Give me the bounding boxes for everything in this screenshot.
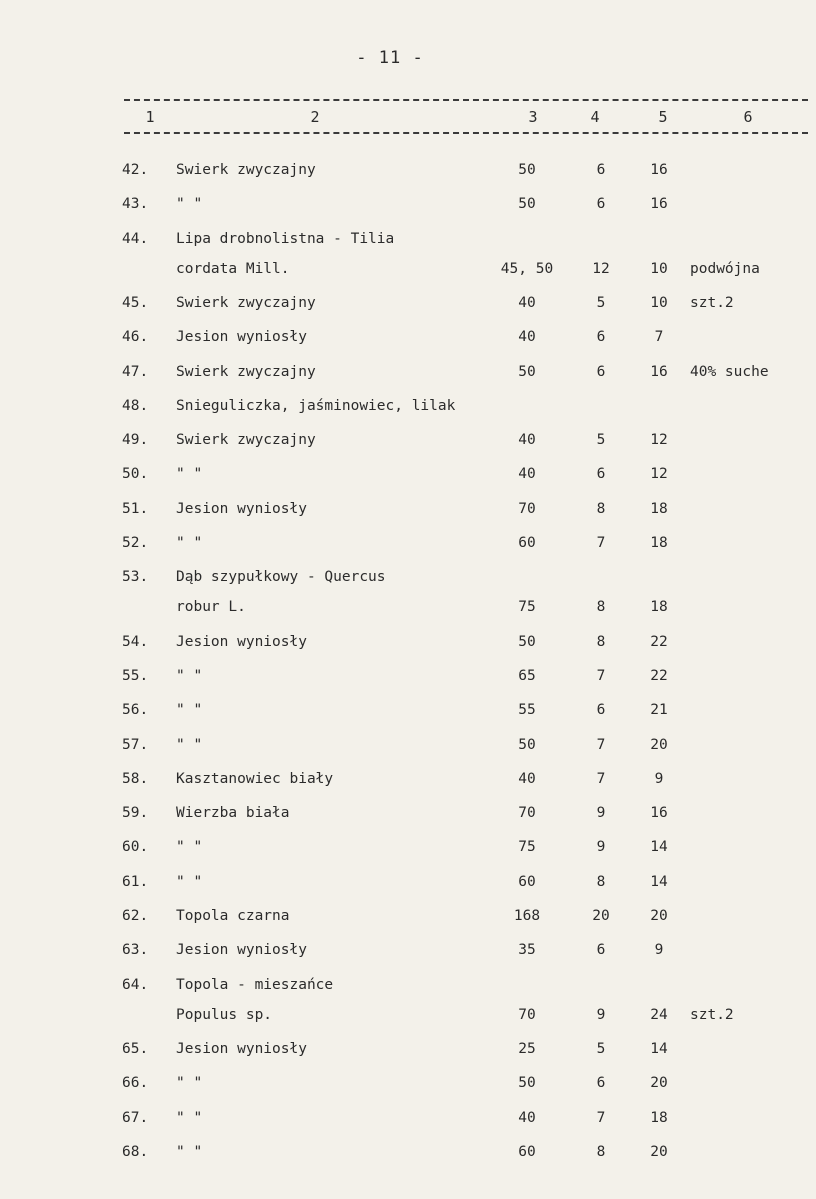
cell-name: " "	[176, 873, 203, 890]
cell-num: 54.	[122, 633, 149, 650]
cell-c4: 6	[596, 1075, 606, 1092]
cell-c4: 5	[596, 294, 606, 311]
cell-c5: 12	[650, 432, 668, 449]
cell-num: 59.	[122, 805, 149, 822]
cell-name: Dąb szypułkowy - Quercus	[176, 569, 386, 586]
cell-c4: 8	[596, 500, 606, 517]
cell-num: 52.	[122, 535, 149, 551]
cell-name: Swierk zwyczajny	[176, 363, 316, 380]
header-col-1: 1	[145, 108, 155, 126]
header-col-2: 2	[310, 108, 320, 126]
header-col-6: 6	[743, 108, 753, 126]
cell-name: " "	[176, 1109, 203, 1126]
cell-c4: 5	[596, 1040, 606, 1057]
cell-c4: 7	[596, 667, 606, 684]
cell-num: 46.	[122, 329, 149, 346]
cell-num: 43.	[122, 196, 149, 213]
cell-num: 42.	[122, 162, 149, 178]
cell-c3: 60	[518, 1143, 536, 1160]
cell-num: 55.	[122, 667, 149, 684]
cell-c5: 18	[650, 500, 668, 517]
cell-name: Snieguliczka, jaśminowiec, lilak	[176, 397, 456, 414]
cell-c3: 70	[518, 500, 536, 517]
cell-num: 66.	[122, 1075, 149, 1092]
cell-c4: 7	[596, 736, 606, 753]
cell-num: 47.	[122, 363, 149, 380]
cell-c5: 22	[650, 633, 668, 650]
cell-c4: 6	[596, 702, 606, 719]
cell-c3: 75	[518, 839, 536, 856]
cell-c4: 8	[596, 599, 606, 616]
cell-c3: 40	[518, 770, 536, 787]
cell-name: " "	[176, 1143, 203, 1160]
cell-c5: 9	[654, 770, 664, 787]
cell-c5: 16	[650, 363, 668, 380]
cell-c5: 20	[650, 908, 668, 924]
cell-name: Jesion wyniosły	[176, 942, 307, 959]
cell-num: 61.	[122, 873, 149, 890]
cell-name: Populus sp.	[176, 1006, 273, 1023]
cell-c3: 55	[518, 702, 536, 719]
cell-num: 60.	[122, 839, 149, 856]
cell-c4: 20	[592, 908, 610, 924]
cell-name: robur L.	[176, 599, 246, 616]
header-col-3: 3	[528, 108, 538, 126]
cell-name: Kasztanowiec biały	[176, 770, 334, 787]
page-number: - 11 -	[356, 48, 424, 68]
cell-name: " "	[176, 736, 203, 753]
cell-num: 67.	[122, 1109, 149, 1126]
cell-c4: 6	[596, 162, 606, 178]
cell-c5: 14	[650, 873, 668, 890]
cell-name: Topola czarna	[176, 908, 290, 924]
cell-c4: 7	[596, 770, 606, 787]
header-top-rule	[124, 99, 808, 101]
cell-c3: 50	[518, 196, 536, 213]
cell-c4: 7	[596, 1109, 606, 1126]
cell-name: Jesion wyniosły	[176, 633, 307, 650]
cell-num: 48.	[122, 397, 149, 414]
cell-c3: 50	[518, 1075, 536, 1092]
table-header	[0, 108, 816, 128]
header-col-4: 4	[590, 108, 600, 126]
cell-name: " "	[176, 667, 203, 684]
cell-c5: 20	[650, 1075, 668, 1092]
cell-name: " "	[176, 196, 203, 213]
cell-c3: 25	[518, 1040, 536, 1057]
cell-name: " "	[176, 535, 203, 551]
cell-c6: 40% suche	[690, 363, 769, 380]
cell-c3: 50	[518, 736, 536, 753]
cell-num: 62.	[122, 908, 149, 924]
cell-c5: 10	[650, 260, 668, 277]
cell-c5: 22	[650, 667, 668, 684]
cell-c5: 10	[650, 294, 668, 311]
cell-name: Swierk zwyczajny	[176, 294, 316, 311]
cell-c4: 6	[596, 466, 606, 483]
cell-name: Wierzba biała	[176, 805, 290, 822]
cell-num: 56.	[122, 702, 149, 719]
cell-c4: 7	[596, 535, 606, 551]
cell-name: Swierk zwyczajny	[176, 432, 316, 449]
cell-c5: 16	[650, 162, 668, 178]
cell-num: 51.	[122, 500, 149, 517]
cell-num: 68.	[122, 1143, 149, 1160]
cell-num: 44.	[122, 230, 149, 247]
header-col-5: 5	[658, 108, 668, 126]
cell-num: 45.	[122, 294, 149, 311]
cell-c6: szt.2	[690, 294, 734, 311]
cell-c3: 40	[518, 294, 536, 311]
cell-num: 64.	[122, 976, 149, 993]
cell-name: Lipa drobnolistna - Tilia	[176, 230, 395, 247]
cell-name: " "	[176, 702, 203, 719]
cell-c5: 16	[650, 196, 668, 213]
cell-c5: 18	[650, 599, 668, 616]
cell-c4: 12	[592, 260, 610, 277]
cell-c3: 60	[518, 535, 536, 551]
cell-c3: 65	[518, 667, 536, 684]
cell-c4: 5	[596, 432, 606, 449]
cell-c4: 8	[596, 633, 606, 650]
cell-c3: 45, 50	[500, 260, 554, 277]
cell-c3: 40	[518, 329, 536, 346]
cell-c4: 8	[596, 1143, 606, 1160]
cell-c5: 24	[650, 1006, 668, 1023]
cell-name: Swierk zwyczajny	[176, 162, 316, 178]
cell-num: 63.	[122, 942, 149, 959]
cell-c5: 18	[650, 535, 668, 551]
cell-c6: szt.2	[690, 1006, 734, 1023]
cell-c5: 16	[650, 805, 668, 822]
cell-num: 58.	[122, 770, 149, 787]
cell-c4: 6	[596, 329, 606, 346]
cell-c5: 18	[650, 1109, 668, 1126]
cell-c3: 168	[513, 908, 541, 924]
cell-c3: 70	[518, 1006, 536, 1023]
cell-c3: 40	[518, 466, 536, 483]
cell-num: 65.	[122, 1040, 149, 1057]
cell-c3: 60	[518, 873, 536, 890]
cell-name: cordata Mill.	[176, 260, 290, 277]
header-bottom-rule	[124, 132, 808, 134]
cell-name: Jesion wyniosły	[176, 329, 307, 346]
cell-c4: 6	[596, 942, 606, 959]
cell-c4: 6	[596, 196, 606, 213]
cell-c5: 21	[650, 702, 668, 719]
cell-num: 53.	[122, 569, 149, 586]
cell-c5: 14	[650, 839, 668, 856]
cell-c3: 50	[518, 633, 536, 650]
cell-c5: 20	[650, 1143, 668, 1160]
cell-c5: 7	[654, 329, 664, 346]
cell-c3: 50	[518, 162, 536, 178]
cell-c5: 9	[654, 942, 664, 959]
cell-name: " "	[176, 466, 203, 483]
cell-c4: 9	[596, 1006, 606, 1023]
cell-c3: 75	[518, 599, 536, 616]
cell-num: 57.	[122, 736, 149, 753]
cell-name: " "	[176, 1075, 203, 1092]
cell-c4: 6	[596, 363, 606, 380]
cell-c3: 40	[518, 432, 536, 449]
cell-c4: 8	[596, 873, 606, 890]
cell-c5: 14	[650, 1040, 668, 1057]
cell-c3: 50	[518, 363, 536, 380]
cell-c4: 9	[596, 805, 606, 822]
cell-c6: podwójna	[690, 260, 760, 277]
cell-c5: 20	[650, 736, 668, 753]
cell-c4: 9	[596, 839, 606, 856]
cell-c3: 40	[518, 1109, 536, 1126]
cell-name: " "	[176, 839, 203, 856]
cell-num: 49.	[122, 432, 149, 449]
cell-num: 50.	[122, 466, 149, 483]
cell-name: Jesion wyniosły	[176, 1040, 307, 1057]
cell-c3: 35	[518, 942, 536, 959]
cell-c5: 12	[650, 466, 668, 483]
cell-name: Jesion wyniosły	[176, 500, 307, 517]
cell-c3: 70	[518, 805, 536, 822]
cell-name: Topola - mieszańce	[176, 976, 334, 993]
